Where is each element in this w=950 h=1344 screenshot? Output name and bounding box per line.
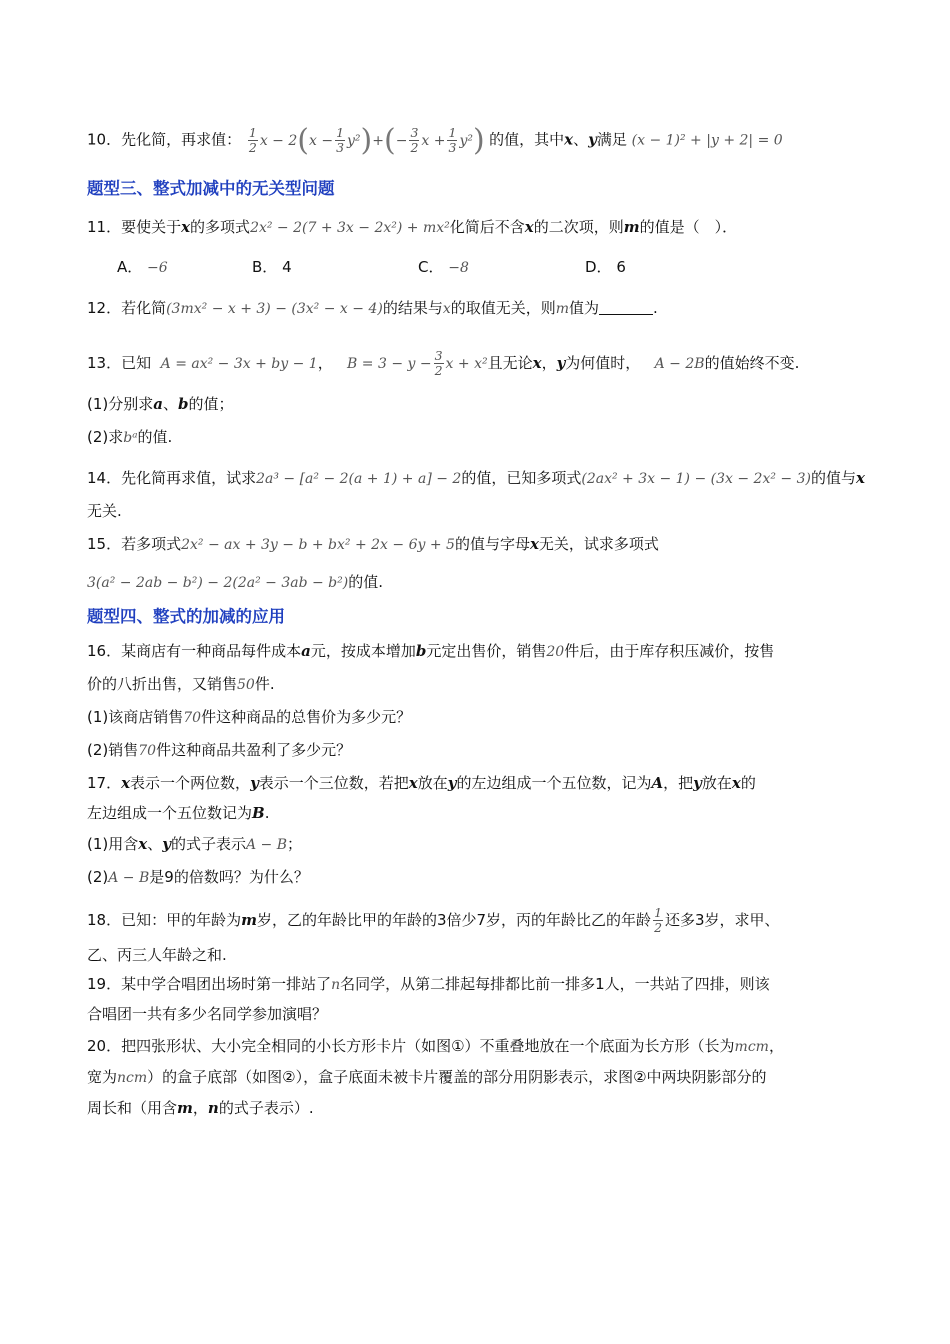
question-16-part-2: (2)销售70件这种商品共盈利了多少元？ — [87, 741, 352, 759]
question-19-line-2: 合唱团一共有多少名同学参加演唱？ — [87, 1005, 328, 1023]
question-13-part-1: (1)分别求a、b的值； — [87, 395, 234, 413]
question-15-line-2: 3(a² − 2ab − b²) − 2(2a² − 3ab − b²)的值. — [87, 573, 384, 591]
question-18-line-2: 乙、丙三人年龄之和. — [87, 946, 227, 964]
q11-option-c: C． −8 — [418, 258, 469, 276]
question-17-part-1: (1)用含x、y的式子表示A − B； — [87, 835, 302, 853]
q10-expression: $\frac{1}{2}$ x − 2(x − $\frac{1}{3}$ y²)+(− $\frac{3}{2}$ x + $\frac{1}{3}$ y²) — [248, 122, 485, 158]
question-12: 12．若化简(3mx² − x + 3) − (3x² − x − 4)的结果与x的取值无关，则m值为 . — [87, 299, 658, 317]
answer-blank — [599, 298, 653, 315]
question-18: 18．已知：甲的年龄为m岁，乙的年龄比甲的年龄的3倍少7岁，丙的年龄比乙的年龄 $\frac{1}{2}$ 还多3岁，求甲、 — [87, 905, 780, 935]
section-heading-4: 题型四、整式的加减的应用 — [87, 607, 285, 626]
q10-condition: (x − 1)² + |y + 2| = 0 — [631, 132, 783, 149]
question-10: 10．先化简，再求值： $\frac{1}{2}$ x − 2(x − $\frac{1}{3}$ y²)+(− $\frac{3}{2}$ x + $\frac{1}{3}$ y²) 的值，其中x、y满足 (x − 1)² + |y + 2| = 0 — [87, 122, 783, 158]
question-17-part-2: (2)A − B是9的倍数吗？为什么？ — [87, 868, 309, 886]
question-15: 15．若多项式2x² − ax + 3y − b + bx² + 2x − 6y + 5的值与字母x无关，试求多项式 — [87, 535, 659, 553]
question-20-line-2: 宽为ncm）的盒子底部（如图②），盒子底面未被卡片覆盖的部分用阴影表示，求图②中两块阴影部分的 — [87, 1068, 767, 1086]
question-16-line-2: 价的八折出售，又销售50件. — [87, 675, 275, 693]
q11-option-b: B． 4 — [252, 258, 292, 276]
q11-option-d: D． 6 — [585, 258, 626, 276]
question-11: 11．要使关于x的多项式2x² − 2(7 + 3x − 2x²) + mx²化简后不含x的二次项，则m的值是（ ）． — [87, 218, 738, 236]
question-16-part-1: (1)该商店销售70件这种商品的总售价为多少元？ — [87, 708, 412, 726]
section-heading-3: 题型三、整式加减中的无关型问题 — [87, 179, 335, 198]
question-14: 14．先化简再求值，试求2a³ − [a² − 2(a + 1) + a] − 2的值，已知多项式(2ax² + 3x − 1) − (3x − 2x² − 3)的值与x — [87, 469, 865, 487]
question-19: 19．某中学合唱团出场时第一排站了n名同学，从第二排起每排都比前一排多1人，一共站了四排，则该 — [87, 975, 770, 993]
question-13: 13．已知 A = ax² − 3x + by − 1， B = 3 − y − $\frac{3}{2}$ x + x²且无论x，y为何值时， A − 2B的值始终不变. — [87, 348, 800, 378]
question-17: 17．x表示一个两位数，y表示一个三位数，若把x放在y的左边组成一个五位数，记为A，把y放在x的 — [87, 774, 756, 792]
question-14-line-2: 无关. — [87, 502, 122, 520]
question-16: 16．某商店有一种商品每件成本a元，按成本增加b元定出售价，销售20件后，由于库存积压减价，按售 — [87, 642, 775, 660]
question-13-part-2: (2)求bᵃ的值. — [87, 428, 173, 446]
q11-option-a: A． −6 — [117, 258, 168, 276]
question-20-line-3: 周长和（用含m，n的式子表示）. — [87, 1099, 314, 1117]
question-17-line-2: 左边组成一个五位数记为B. — [87, 804, 270, 822]
question-20: 20．把四张形状、大小完全相同的小长方形卡片（如图①）不重叠地放在一个底面为长方形（长为mcm， — [87, 1037, 784, 1055]
